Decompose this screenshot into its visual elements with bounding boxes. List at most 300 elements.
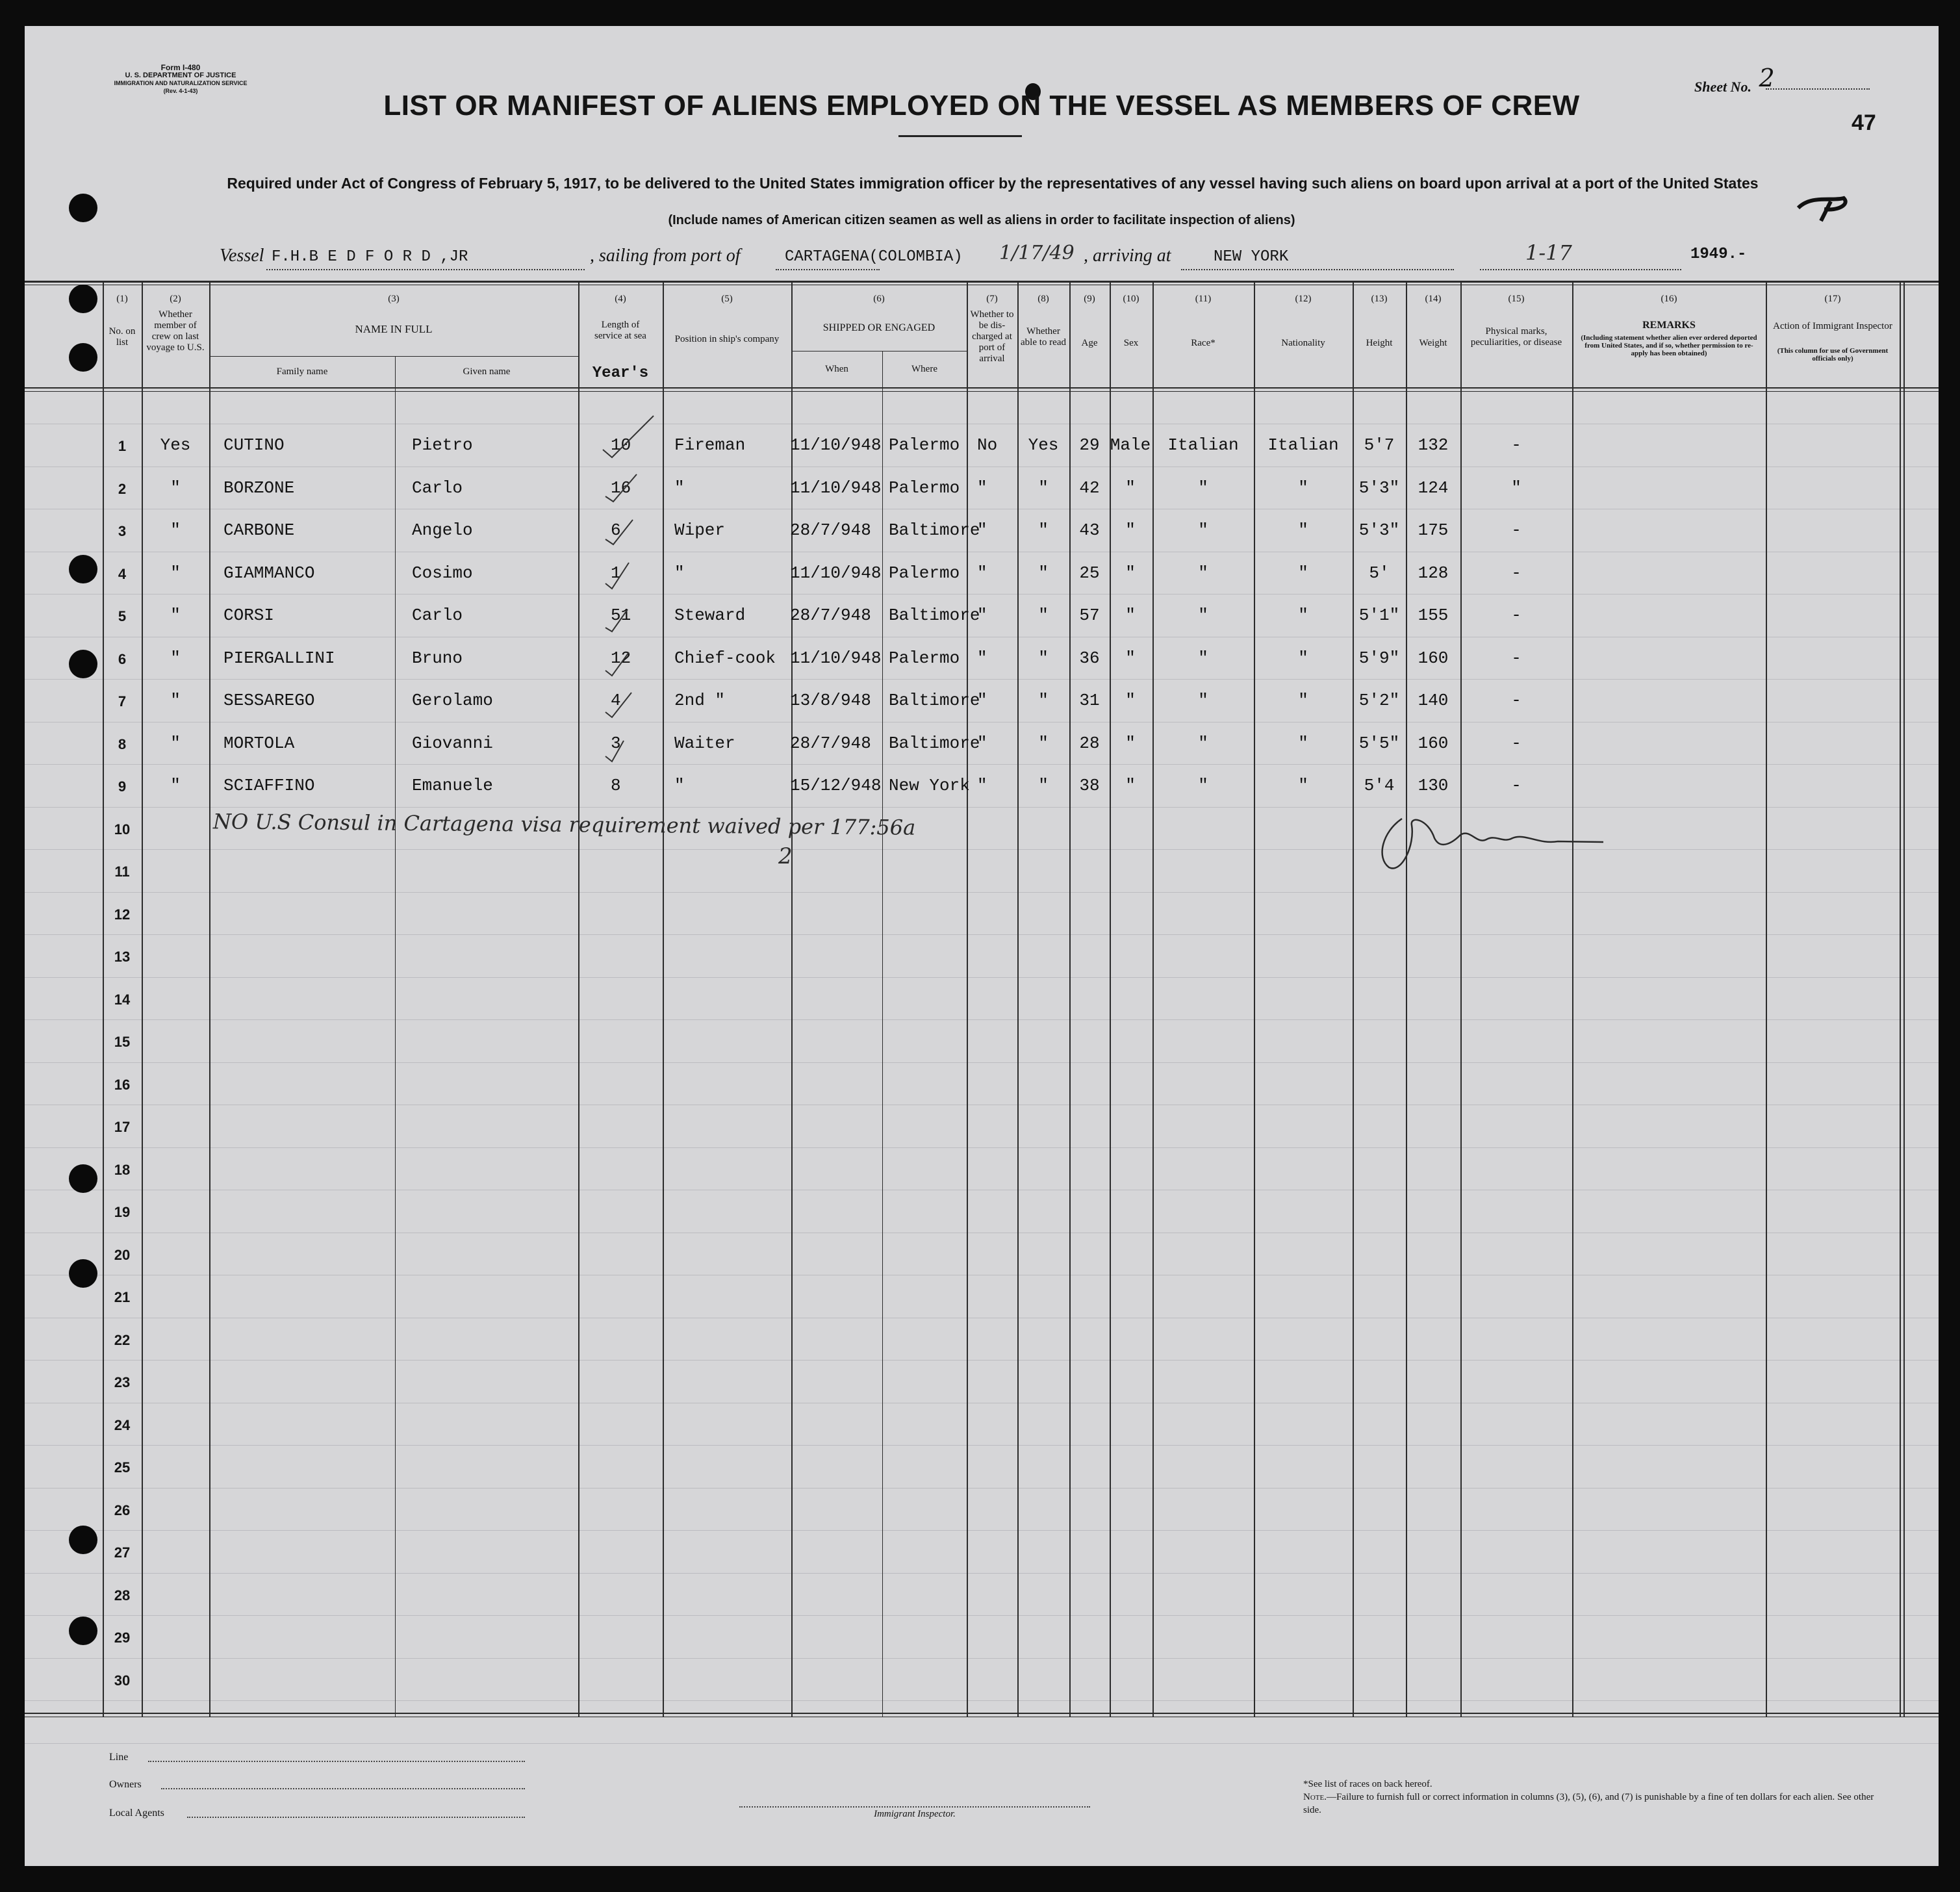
- row-number: 8: [118, 735, 127, 752]
- cell-discharged: ": [977, 478, 987, 498]
- arriving-dotted-line: [1181, 269, 1454, 270]
- inspector-label: Immigrant Inspector.: [874, 1809, 956, 1819]
- row-number: 1: [118, 438, 127, 454]
- cell-family: GIAMMANCO: [223, 563, 315, 583]
- cell-sex: ": [1125, 520, 1136, 540]
- cell-race: ": [1198, 563, 1208, 583]
- given-name-header: Given name: [463, 366, 511, 377]
- col2-label: Whether member of crew on last voyage to U.S.: [146, 309, 205, 353]
- cell-prev: ": [170, 691, 181, 710]
- row-number: 28: [114, 1587, 131, 1604]
- sailing-label: , sailing from port of: [590, 246, 741, 266]
- row-ruling: [25, 1658, 1939, 1659]
- table-rule-horizontal: [25, 391, 1939, 392]
- cell-family: CUTINO: [223, 435, 285, 455]
- cell-race: Italian: [1167, 435, 1239, 455]
- cell-discharged: ": [977, 648, 987, 668]
- cell-when: 28/7/948: [790, 520, 871, 540]
- manifest-sheet: [25, 26, 1939, 1866]
- row-number: 11: [114, 863, 130, 880]
- col1-number: (1): [116, 294, 128, 304]
- cell-position: Wiper: [674, 520, 726, 540]
- row-number: 2: [118, 480, 127, 497]
- row-number: 22: [114, 1331, 131, 1348]
- cell-service: 1: [611, 563, 621, 583]
- punch-hole: [69, 1617, 97, 1645]
- cell-race: ": [1198, 648, 1208, 668]
- cell-nationality: ": [1298, 733, 1308, 753]
- row-number: 17: [114, 1119, 131, 1135]
- cell-nationality: ": [1298, 520, 1308, 540]
- sailing-date-handwritten: 1/17/49: [999, 242, 1075, 264]
- cell-height: 5'3": [1358, 520, 1400, 540]
- cell-height: 5'4: [1364, 776, 1395, 795]
- punch-hole: [69, 343, 97, 372]
- col16-label: REMARKS: [1642, 320, 1696, 331]
- cell-height: 5'7: [1364, 435, 1395, 455]
- cell-discharged: ": [977, 776, 987, 795]
- cell-marks: -: [1511, 606, 1521, 625]
- row-number: 16: [114, 1076, 131, 1093]
- punch-hole: [69, 650, 97, 678]
- cell-read: ": [1038, 733, 1049, 753]
- cell-weight: 128: [1418, 563, 1449, 583]
- cell-age: 57: [1079, 606, 1100, 625]
- row-ruling: [25, 1488, 1939, 1489]
- col14-label: Weight: [1419, 338, 1447, 348]
- cell-race: ": [1198, 776, 1208, 795]
- vessel-label: Vessel: [220, 246, 264, 266]
- inspector-signature: [1363, 806, 1610, 877]
- department-name: U. S. DEPARTMENT OF JUSTICE: [125, 71, 236, 79]
- table-rule-horizontal: [25, 387, 1939, 389]
- cell-when: 13/8/948: [790, 691, 871, 710]
- col13-number: (13): [1371, 294, 1388, 304]
- cell-marks: -: [1511, 563, 1521, 583]
- cell-prev: ": [170, 648, 181, 668]
- cell-race: ": [1198, 478, 1208, 498]
- cell-when: 11/10/948: [790, 648, 882, 668]
- cell-position: 2nd ": [674, 691, 726, 710]
- col17-number: (17): [1824, 294, 1841, 304]
- cell-marks: -: [1511, 648, 1521, 668]
- table-rule-vertical: [1572, 281, 1573, 1717]
- row-ruling: [25, 892, 1939, 893]
- col4-label: Length of service at sea: [594, 320, 646, 341]
- cell-position: Steward: [674, 606, 746, 625]
- cell-where: Baltimore: [889, 691, 980, 710]
- cell-race: ": [1198, 606, 1208, 625]
- cell-sex: ": [1125, 776, 1136, 795]
- cell-family: CORSI: [223, 606, 275, 625]
- punch-hole: [69, 1526, 97, 1554]
- family-name-header: Family name: [276, 366, 328, 377]
- cell-given: Angelo: [412, 520, 473, 540]
- cell-when: 11/10/948: [790, 563, 882, 583]
- row-number: 9: [118, 778, 127, 795]
- table-rule-horizontal: [25, 281, 1939, 283]
- col15-label: Physical marks, peculiarities, or disease: [1470, 326, 1562, 348]
- cell-sex: ": [1125, 733, 1136, 753]
- cell-service: 3: [611, 733, 621, 753]
- col6-number: (6): [873, 294, 885, 304]
- col3-label: NAME IN FULL: [355, 323, 433, 335]
- cell-service: 6: [611, 520, 621, 540]
- document-subtitle: Required under Act of Congress of February 5, 1917, to be delivered to the United States immigration officer by the representatives of any vessel having such aliens on board upon arrival at a port of the United States: [227, 175, 1759, 192]
- col7-number: (7): [986, 294, 998, 304]
- cell-height: 5'5": [1358, 733, 1400, 753]
- cell-where: Baltimore: [889, 733, 980, 753]
- col13-label: Height: [1366, 338, 1393, 348]
- cell-where: Palermo: [889, 563, 960, 583]
- cell-prev: ": [170, 478, 181, 498]
- cell-where: Palermo: [889, 435, 960, 455]
- fine-note: [1303, 1791, 1875, 1817]
- footer-agents-label: Local Agents: [109, 1808, 164, 1819]
- cell-discharged: ": [977, 563, 987, 583]
- row-ruling: [25, 977, 1939, 978]
- col17-sublabel: (This column for use of Government officials only): [1777, 347, 1889, 363]
- cell-age: 43: [1079, 520, 1100, 540]
- cell-height: 5'3": [1358, 478, 1400, 498]
- row-number: 29: [114, 1630, 131, 1646]
- col17-label: Action of Immigrant Inspector: [1773, 321, 1892, 331]
- table-rule-horizontal: [25, 1713, 1939, 1714]
- handwritten-mark: 2: [778, 843, 793, 869]
- row-number: 6: [118, 650, 127, 667]
- cell-marks: -: [1511, 776, 1521, 795]
- cell-read: ": [1038, 776, 1049, 795]
- row-number: 3: [118, 523, 127, 539]
- table-rule-vertical: [209, 281, 210, 1717]
- inspector-signature-line: [739, 1806, 1090, 1808]
- cell-position: Waiter: [674, 733, 735, 753]
- arrival-date-handwritten: 1-17: [1525, 240, 1572, 265]
- row-ruling: [25, 849, 1939, 850]
- corner-page-number: 47: [1852, 110, 1876, 135]
- cell-nationality: ": [1298, 563, 1308, 583]
- row-number: 7: [118, 693, 127, 710]
- cell-age: 42: [1079, 478, 1100, 498]
- cell-height: 5'2": [1358, 691, 1400, 710]
- cell-age: 36: [1079, 648, 1100, 668]
- cell-given: Emanuele: [412, 776, 493, 795]
- arrival-year: 1949.-: [1690, 246, 1747, 263]
- arriving-label: , arriving at: [1084, 246, 1171, 266]
- cell-position: Fireman: [674, 435, 746, 455]
- footer-agents-field: [187, 1817, 525, 1818]
- cell-when: 15/12/948: [790, 776, 882, 795]
- cell-read: ": [1038, 648, 1049, 668]
- note-text: —Failure to furnish full or correct information in columns (3), (5), (6), and (7) is punishable by a fine of ten dollars for each alien. See other side.: [1303, 1792, 1874, 1815]
- row-ruling: [25, 1573, 1939, 1574]
- cell-position: ": [674, 563, 685, 583]
- row-ruling: [25, 764, 1939, 765]
- col2-number: (2): [170, 294, 181, 304]
- col10-number: (10): [1123, 294, 1139, 304]
- row-ruling: [25, 1147, 1939, 1148]
- col9-number: (9): [1084, 294, 1095, 304]
- cell-age: 38: [1079, 776, 1100, 795]
- cell-prev: ": [170, 606, 181, 625]
- cell-discharged: ": [977, 733, 987, 753]
- cell-position: ": [674, 478, 685, 498]
- when-header: When: [825, 364, 848, 374]
- cell-discharged: ": [977, 520, 987, 540]
- sailing-port: CARTAGENA(COLOMBIA): [785, 248, 963, 266]
- cell-family: SESSAREGO: [223, 691, 315, 710]
- cell-read: ": [1038, 606, 1049, 625]
- row-ruling: [25, 1062, 1939, 1063]
- row-number: 5: [118, 608, 127, 624]
- cell-read: ": [1038, 563, 1049, 583]
- cell-given: Giovanni: [412, 733, 493, 753]
- row-number: 19: [114, 1204, 131, 1220]
- row-ruling: [25, 1019, 1939, 1020]
- cell-weight: 130: [1418, 776, 1449, 795]
- row-ruling: [25, 1360, 1939, 1361]
- cell-weight: 160: [1418, 733, 1449, 753]
- row-ruling: [25, 1615, 1939, 1616]
- consul-handwritten-note: NO U.S Consul in Cartagena visa requirement waived per 177:56a: [212, 809, 916, 840]
- cell-read: ": [1038, 691, 1049, 710]
- arriving-port: NEW YORK: [1214, 248, 1289, 266]
- row-ruling: [25, 934, 1939, 935]
- col4-unit: Year's: [592, 364, 649, 382]
- row-number: 23: [114, 1374, 131, 1390]
- cell-age: 25: [1079, 563, 1100, 583]
- cell-where: Baltimore: [889, 606, 980, 625]
- col14-number: (14): [1425, 294, 1442, 304]
- punch-hole: [69, 285, 97, 313]
- cell-weight: 155: [1418, 606, 1449, 625]
- cell-height: 5'1": [1358, 606, 1400, 625]
- footer-notes: [1303, 1778, 1875, 1817]
- sheet-label: Sheet No.: [1694, 79, 1751, 95]
- footer-line-label: Line: [109, 1752, 129, 1763]
- form-number: Form I-480: [160, 63, 201, 72]
- cell-weight: 132: [1418, 435, 1449, 455]
- cell-discharged: ": [977, 606, 987, 625]
- cell-marks: -: [1511, 435, 1521, 455]
- port-dotted-line: [776, 269, 880, 270]
- cell-when: 28/7/948: [790, 733, 871, 753]
- cell-race: ": [1198, 520, 1208, 540]
- col15-number: (15): [1508, 294, 1525, 304]
- cell-race: ": [1198, 733, 1208, 753]
- row-number: 10: [114, 821, 131, 837]
- table-rule-vertical: [1900, 281, 1901, 1717]
- cell-weight: 160: [1418, 648, 1449, 668]
- row-number: 25: [114, 1459, 131, 1476]
- cell-marks: -: [1511, 520, 1521, 540]
- col12-number: (12): [1295, 294, 1312, 304]
- cell-service: 4: [611, 691, 621, 710]
- cell-service: 10: [611, 435, 631, 455]
- col3-number: (3): [388, 294, 400, 304]
- cell-discharged: ": [977, 691, 987, 710]
- cell-sex: Male: [1110, 435, 1151, 455]
- cell-where: Palermo: [889, 648, 960, 668]
- cell-where: New York: [889, 776, 970, 795]
- cell-where: Palermo: [889, 478, 960, 498]
- cell-nationality: ": [1298, 691, 1308, 710]
- service-name: IMMIGRATION AND NATURALIZATION SERVICE: [114, 80, 248, 86]
- cell-sex: ": [1125, 563, 1136, 583]
- footer-owners-field: [161, 1788, 525, 1789]
- col11-label: Race*: [1191, 338, 1215, 348]
- col9-label: Age: [1081, 338, 1098, 348]
- cell-family: CARBONE: [223, 520, 295, 540]
- cell-sex: ": [1125, 691, 1136, 710]
- col6-label: SHIPPED OR ENGAGED: [822, 322, 935, 333]
- cell-family: SCIAFFINO: [223, 776, 315, 795]
- where-header: Where: [911, 364, 937, 374]
- cell-prev: ": [170, 733, 181, 753]
- row-ruling: [25, 807, 1939, 808]
- cell-prev: ": [170, 776, 181, 795]
- note-label: Note.: [1303, 1792, 1327, 1802]
- row-ruling: [25, 1530, 1939, 1531]
- vessel-dotted-line: [266, 269, 585, 270]
- col1-label: No. on list: [108, 326, 136, 348]
- cell-prev: Yes: [160, 435, 191, 455]
- sheet-value: 2: [1759, 64, 1775, 92]
- vessel-name: F.H.B E D F O R D ,JR: [272, 248, 468, 266]
- cell-given: Bruno: [412, 648, 463, 668]
- cell-given: Pietro: [412, 435, 473, 455]
- row-number: 21: [114, 1289, 131, 1305]
- cell-height: 5': [1369, 563, 1390, 583]
- table-rule-vertical: [578, 281, 579, 1717]
- cell-when: 11/10/948: [790, 478, 882, 498]
- cell-weight: 140: [1418, 691, 1449, 710]
- cell-marks: -: [1511, 691, 1521, 710]
- cell-service: 16: [611, 478, 631, 498]
- table-rule-vertical: [1766, 281, 1767, 1717]
- cell-position: ": [674, 776, 685, 795]
- cell-given: Gerolamo: [412, 691, 493, 710]
- table-rule-vertical: [882, 351, 883, 1717]
- cell-weight: 175: [1418, 520, 1449, 540]
- row-ruling: [25, 1743, 1939, 1744]
- punch-hole: [69, 1259, 97, 1288]
- row-ruling: [25, 1700, 1939, 1701]
- cell-weight: 124: [1418, 478, 1449, 498]
- form-revision: (Rev. 4-1-43): [163, 88, 198, 94]
- shipped-subheader-rule: [791, 351, 967, 352]
- date-dotted-line: [1480, 269, 1681, 270]
- row-ruling: [25, 679, 1939, 680]
- cell-when: 28/7/948: [790, 606, 871, 625]
- cell-prev: ": [170, 563, 181, 583]
- table-rule-vertical: [395, 356, 396, 1717]
- col16-sublabel: (Including statement whether alien ever ordered deported from United States, and if so, whether permission to re-apply has been obtained): [1581, 334, 1757, 357]
- row-number: 15: [114, 1034, 131, 1050]
- col12-label: Nationality: [1281, 338, 1325, 348]
- table-rule-vertical: [1903, 281, 1905, 1717]
- cell-given: Carlo: [412, 478, 463, 498]
- cell-marks: -: [1511, 733, 1521, 753]
- cell-marks: ": [1511, 478, 1521, 498]
- cell-when: 11/10/948: [790, 435, 882, 455]
- cell-race: ": [1198, 691, 1208, 710]
- cell-given: Carlo: [412, 606, 463, 625]
- row-number: 14: [114, 991, 131, 1008]
- service-check-marks: [596, 403, 687, 793]
- cell-given: Cosimo: [412, 563, 473, 583]
- vessel-line: [220, 240, 1779, 272]
- col8-label: Whether able to read: [1021, 326, 1066, 348]
- col16-number: (16): [1661, 294, 1677, 304]
- name-subheader-rule: [209, 356, 578, 357]
- row-number: 26: [114, 1502, 131, 1518]
- title-underline: [898, 135, 1022, 137]
- cell-where: Baltimore: [889, 520, 980, 540]
- cell-read: Yes: [1028, 435, 1059, 455]
- cell-nationality: ": [1298, 776, 1308, 795]
- col5-label: Position in ship's company: [674, 334, 780, 344]
- cell-service: 51: [611, 606, 631, 625]
- col8-number: (8): [1037, 294, 1049, 304]
- include-note: (Include names of American citizen seamen as well as aliens in order to facilitate inspection of aliens): [668, 213, 1295, 227]
- col10-label: Sex: [1123, 338, 1139, 348]
- row-number: 4: [118, 565, 127, 582]
- cell-nationality: ": [1298, 606, 1308, 625]
- row-number: 20: [114, 1246, 131, 1263]
- races-note: *See list of races on back hereof.: [1303, 1779, 1432, 1789]
- row-number: 18: [114, 1161, 131, 1178]
- cell-family: BORZONE: [223, 478, 295, 498]
- col5-number: (5): [721, 294, 733, 304]
- cell-age: 28: [1079, 733, 1100, 753]
- footer-line-field: [148, 1761, 525, 1762]
- row-number: 27: [114, 1544, 131, 1561]
- cell-nationality: ": [1298, 478, 1308, 498]
- punch-hole: [69, 1164, 97, 1193]
- cell-sex: ": [1125, 648, 1136, 668]
- row-ruling: [25, 1445, 1939, 1446]
- col7-label: Whether to be dis-charged at port of arrival: [970, 309, 1014, 364]
- col11-number: (11): [1195, 294, 1212, 304]
- row-number: 12: [114, 906, 131, 923]
- cell-nationality: Italian: [1267, 435, 1339, 455]
- row-number: 30: [114, 1672, 131, 1689]
- document-title: LIST OR MANIFEST OF ALIENS EMPLOYED ON THE VESSEL AS MEMBERS OF CREW: [383, 90, 1580, 121]
- cell-family: MORTOLA: [223, 733, 295, 753]
- cell-age: 31: [1079, 691, 1100, 710]
- cell-height: 5'9": [1358, 648, 1400, 668]
- cell-nationality: ": [1298, 648, 1308, 668]
- cell-sex: ": [1125, 478, 1136, 498]
- cell-position: Chief-cook: [674, 648, 776, 668]
- row-number: 13: [114, 949, 131, 965]
- cell-read: ": [1038, 478, 1049, 498]
- cell-age: 29: [1079, 435, 1100, 455]
- cell-discharged: No: [977, 435, 998, 455]
- cell-prev: ": [170, 520, 181, 540]
- cell-read: ": [1038, 520, 1049, 540]
- row-number: 24: [114, 1416, 131, 1433]
- punch-hole: [69, 555, 97, 583]
- cell-service: 12: [611, 648, 631, 668]
- col4-number: (4): [615, 294, 626, 304]
- cell-family: PIERGALLINI: [223, 648, 335, 668]
- cell-sex: ": [1125, 606, 1136, 625]
- footer-owners-label: Owners: [109, 1779, 142, 1790]
- punch-hole: [69, 194, 97, 222]
- cell-service: 8: [611, 776, 621, 795]
